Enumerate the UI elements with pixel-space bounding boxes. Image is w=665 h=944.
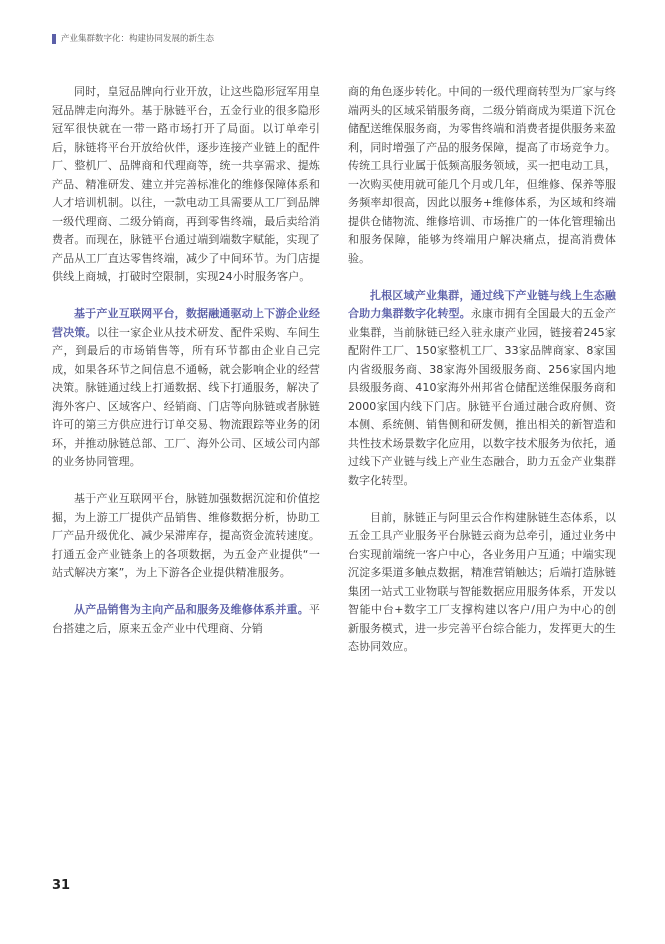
paragraph-text: 平台搭建之后，原来五金产业中代理商、分销	[52, 603, 320, 635]
paragraph-text: 以往一家企业从技术研发、配件采购、车间生产，到最后的市场销售等，所有环节都由企业自己完成，如果各环节之间信息不通畅，就会影响企业的经营决策。脉链通过线上打通数据、线下打通服务，解决了海外客户、区域客户、经销商、门店等向脉链或者脉链许可的第三方供应进行订单交易、物流跟踪等业务的闭环，并推动脉链总部、工厂、海外公司、区域公司内部的业务协同管理。	[52, 325, 321, 468]
paragraph-highlight: 基于产业互联网平台，数据融通驱动上下游企业经营决策。	[52, 307, 320, 339]
paragraph-highlight: 从产品销售为主向产品和服务及维修体系并重。	[74, 603, 309, 616]
left-column	[52, 83, 320, 657]
paragraph-highlight: 扎根区域产业集群，通过线下产业链与线上生态融合助力集群数字化转型。	[348, 288, 616, 320]
paragraph-text: 永康市拥有全国最大的五金产业集群，当前脉链已经入驻永康产业园，链接着245家配附件工厂、150家整机工厂、33家品牌商家、8家国内省级服务商、38家海外国级服务商、256家国内地县级服务商、410家海外州邦省仓储配送维保服务商和2000家国内线下门店。脉链平台通过融合政府侧、资本侧、系统侧、销售侧和研发侧，推出相关的新智造和共性技术场景数字化应用，以数字技术服务为依托，通过线下产业链与线上产业生态融合，助力五金产业集群数字化转型。	[348, 307, 616, 487]
paragraph	[348, 287, 616, 491]
paragraph: 基于产业互联网平台，脉链加强数据沉淀和价值挖掘，为上游工厂提供产品销售、维修数据分析，协助工厂产品升级优化、减少呆滞库存，提高资金流转速度。打通五金产业链条上的各项数据，为五金产业提供“一站式解决方案”，为上下游各企业提供精准服务。	[52, 492, 320, 579]
paragraph	[52, 305, 320, 472]
running-header	[52, 34, 214, 44]
header-marker-bar	[52, 34, 56, 44]
paragraph: 目前，脉链正与阿里云合作构建脉链生态体系，以五金工具产业服务平台脉链云商为总牵引，通过业务中台实现前端统一客户中心，各业务用户互通；中端实现沉淀多渠道多触点数据，精准营销触达；后端打造脉链集团一站式工业物联与智能数据应用服务体系，开发以智能中台+数字工厂支撑构建以客户/用户为中心的创新服务模式，进一步完善平台综合能力，发挥更大的生态协同效应。	[348, 510, 616, 653]
header-title: 产业集群数字化：构建协同发展的新生态	[61, 34, 215, 44]
paragraph: 同时，皇冠品牌向行业开放，让这些隐形冠军用皇冠品牌走向海外。基于脉链平台，五金行业的很多隐形冠军很快就在一带一路市场打开了局面。以订单牵引后，脉链将平台开放给伙伴，逐步连接产业链上的配件厂、整机厂、品牌商和代理商等，统一共享需求、提炼产品、精准研发、建立并完善标准化的维修保障体系和人才培训机制。以往，一款电动工具需要从工厂到品牌一级代理商、二级分销商，再到零售终端，最后卖给消费者。而现在，脉链平台通过端到端数字赋能，实现了产品从工厂直达零售终端，减少了中间环节。为门店提供线上商城，打破时空限制，实现24小时服务客户。	[52, 85, 320, 283]
right-column	[348, 83, 616, 675]
page-number: 31	[52, 878, 71, 893]
paragraph	[52, 601, 320, 638]
paragraph-continuation: 商的角色逐步转化。中间的一级代理商转型为厂家与终端两头的区域采销服务商，二级分销商成为渠道下沉仓储配送维保服务商，为零售终端和消费者提供服务来盈利，同时增强了产品的服务保障，提高了市场竞争力。传统工具行业属于低频高服务领域，买一把电动工具，一次购买使用就可能几个月或几年，但维修、保养等服务频率却很高，因此以服务+维修体系，为区域和终端提供仓储物流、维修培训、市场推广的一体化管理输出和服务保障，能够为终端用户解决痛点，提高消费体验。	[348, 85, 616, 265]
